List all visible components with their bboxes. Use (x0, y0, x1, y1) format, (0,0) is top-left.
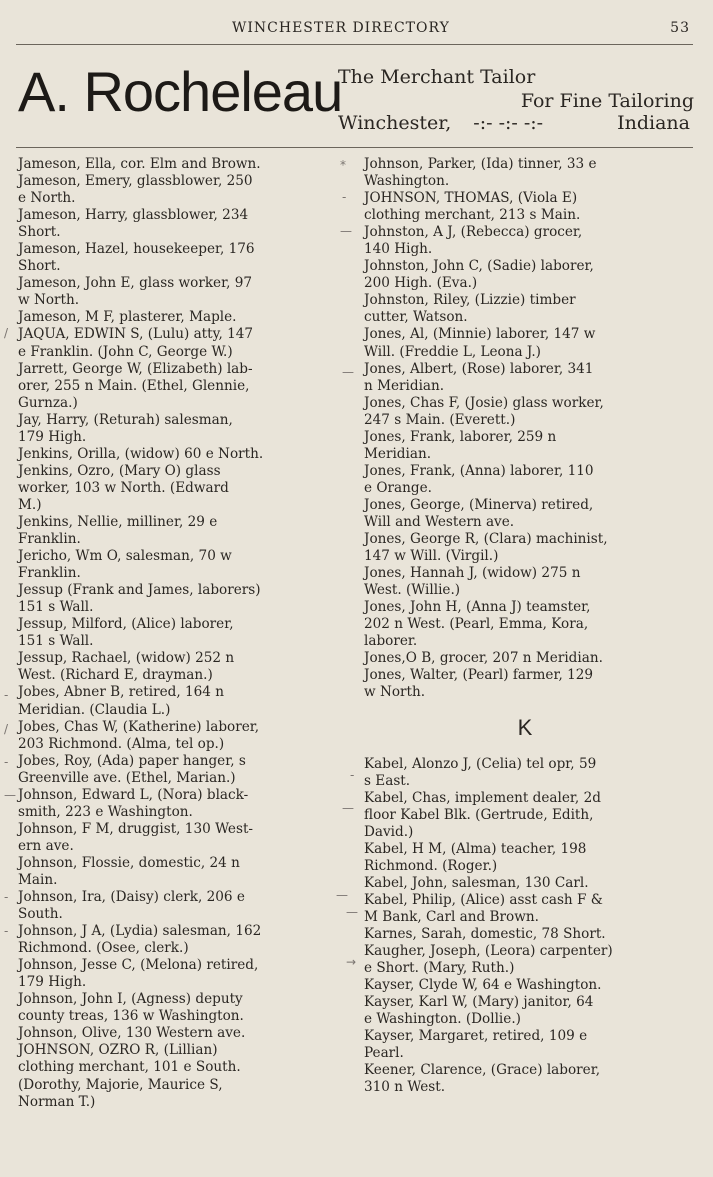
entry-continuation-line: worker, 103 w North. (Edward (18, 479, 229, 496)
directory-entry (18, 548, 340, 582)
directory-entry (18, 582, 340, 616)
directory-entry (364, 361, 686, 395)
pencil-mark: / (4, 326, 9, 340)
directory-entry (364, 599, 686, 650)
entry-continuation-line: cutter, Watson. (364, 309, 468, 326)
directory-entry (364, 650, 686, 667)
entry-name-line: Jessup, Rachael, (widow) 252 n (18, 650, 235, 667)
directory-entry (364, 395, 686, 429)
directory-entry (18, 241, 340, 275)
directory-entry (364, 756, 686, 790)
entry-continuation-line: 202 n West. (Pearl, Emma, Kora, (364, 616, 589, 633)
entry-name-line: Jameson, Emery, glassblower, 250 (18, 173, 253, 190)
directory-entry (364, 977, 686, 994)
directory-entry (364, 463, 686, 497)
entry-name-line: Jones, Walter, (Pearl) farmer, 129 (364, 667, 594, 684)
pencil-mark: - (4, 755, 9, 769)
k-entries (364, 756, 686, 1097)
entry-continuation-line: e Franklin. (John C, George W.) (18, 343, 233, 360)
entry-name-line: Jessup (Frank and James, laborers) (18, 582, 261, 599)
entry-name-line: Jones, Al, (Minnie) laborer, 147 w (364, 326, 596, 343)
entry-name-line: Jobes, Abner B, retired, 164 n (18, 684, 225, 701)
entry-continuation-line: Franklin. (18, 531, 81, 548)
directory-entry (364, 429, 686, 463)
directory-entry (364, 790, 686, 841)
entry-name-line: Jameson, M F, plasterer, Maple. (18, 309, 237, 326)
entry-continuation-line: Greenville ave. (Ethel, Marian.) (18, 769, 236, 786)
entry-continuation-line: 151 s Wall. (18, 599, 94, 616)
ad-location (338, 112, 690, 134)
entry-name-line: Johnson, Flossie, domestic, 24 n (18, 854, 240, 871)
directory-entry (364, 926, 686, 943)
entry-continuation-line: Short. (18, 258, 61, 275)
entry-name-line: JOHNSON, OZRO R, (Lillian) (18, 1042, 218, 1059)
directory-entry (364, 994, 686, 1028)
ad-slogan: For Fine Tailoring (520, 90, 694, 112)
directory-entry (364, 943, 686, 977)
entry-continuation-line: Franklin. (18, 565, 81, 582)
entry-name-line: Kayser, Karl W, (Mary) janitor, 64 (364, 994, 594, 1011)
entry-continuation-line: 310 n West. (364, 1079, 446, 1096)
ad-town: Winchester, (338, 112, 452, 134)
entry-name-line: Kayser, Clyde W, 64 e Washington. (364, 977, 602, 994)
entry-continuation-line: Will. (Freddie L, Leona J.) (364, 343, 541, 360)
entry-continuation-line: ern ave. (18, 837, 74, 854)
directory-entry (364, 1028, 686, 1062)
entry-continuation-line: M Bank, Carl and Brown. (364, 908, 539, 925)
entry-name-line: Johnston, A J, (Rebecca) grocer, (364, 224, 583, 241)
entry-continuation-line: laborer. (364, 633, 418, 650)
pencil-mark: → (346, 955, 357, 969)
directory-entry (18, 616, 340, 650)
directory-entry (18, 309, 340, 326)
left-column (18, 156, 340, 1111)
directory-entry (18, 173, 340, 207)
entry-name-line: Kabel, H M, (Alma) teacher, 198 (364, 840, 587, 857)
entry-name-line: JAQUA, EDWIN S, (Lulu) atty, 147 (18, 326, 254, 343)
pencil-mark: / (4, 722, 9, 736)
pencil-mark: — (340, 224, 352, 238)
entry-name-line: Kabel, John, salesman, 130 Carl. (364, 874, 589, 891)
directory-entry (364, 224, 686, 258)
entry-name-line: Kaugher, Joseph, (Leora) carpenter) (364, 943, 613, 960)
pencil-mark: — (4, 788, 16, 802)
entry-name-line: Jameson, Harry, glassblower, 234 (18, 207, 249, 224)
entry-continuation-line: Will and Western ave. (364, 513, 515, 530)
entry-name-line: Kabel, Philip, (Alice) asst cash F & (364, 891, 603, 908)
ad-state: Indiana (617, 112, 690, 134)
entry-name-line: Keener, Clarence, (Grace) laborer, (364, 1062, 601, 1079)
directory-entry (18, 207, 340, 241)
entry-continuation-line: floor Kabel Blk. (Gertrude, Edith, (364, 806, 594, 823)
directory-entry (364, 667, 686, 701)
pencil-mark: — (346, 905, 358, 919)
j-entries (364, 156, 686, 702)
entry-continuation-line: e Short. (Mary, Ruth.) (364, 960, 515, 977)
entry-name-line: Johnson, F M, druggist, 130 West- (18, 820, 254, 837)
entry-name-line: Johnston, Riley, (Lizzie) timber (364, 292, 576, 309)
entry-continuation-line: w North. (364, 684, 426, 701)
entry-continuation-line: e Washington. (Dollie.) (364, 1011, 521, 1028)
entry-continuation-line: Richmond. (Roger.) (364, 857, 498, 874)
advertisement-rule (16, 147, 693, 148)
entry-name-line: Johnson, Jesse C, (Melona) retired, (18, 957, 259, 974)
directory-entry (364, 292, 686, 326)
tailor-advertisement (16, 48, 694, 144)
entry-continuation-line: 203 Richmond. (Alma, tel op.) (18, 735, 225, 752)
entry-name-line: Jobes, Chas W, (Katherine) laborer, (18, 718, 260, 735)
entry-continuation-line: 147 w Will. (Virgil.) (364, 548, 499, 565)
entry-name-line: Jenkins, Nellie, milliner, 29 e (18, 513, 218, 530)
directory-entry (18, 446, 340, 463)
entry-continuation-line: s East. (364, 772, 411, 789)
directory-entry (364, 497, 686, 531)
directory-entry (18, 991, 340, 1025)
entry-name-line: Jones, Frank, laborer, 259 n (364, 428, 557, 445)
entry-name-line: Jameson, John E, glass worker, 97 (18, 275, 253, 292)
entry-name-line: Jessup, Milford, (Alice) laborer, (18, 616, 234, 633)
directory-entry (18, 412, 340, 446)
directory-entry (18, 787, 340, 821)
entry-name-line: Kayser, Margaret, retired, 109 e (364, 1028, 588, 1045)
entry-continuation-line: 247 s Main. (Everett.) (364, 411, 516, 428)
entry-name-line: Johnson, Ira, (Daisy) clerk, 206 e (18, 889, 245, 906)
entry-name-line: Jameson, Ella, cor. Elm and Brown. (18, 156, 261, 172)
directory-entry (18, 684, 340, 718)
pencil-mark: - (350, 768, 355, 782)
entry-name-line: Kabel, Chas, implement dealer, 2d (364, 789, 601, 806)
entry-name-line: Jenkins, Ozro, (Mary O) glass (18, 462, 221, 479)
header-rule (16, 44, 693, 45)
pencil-mark: — (342, 365, 354, 379)
entry-continuation-line: Meridian. (Claudia L.) (18, 701, 171, 718)
directory-entry (18, 275, 340, 309)
ad-separators: -:- -:- -:- (473, 112, 544, 134)
directory-entry (364, 875, 686, 892)
entry-name-line: Jones, George R, (Clara) machinist, (364, 531, 608, 548)
entry-name-line: Karnes, Sarah, domestic, 78 Short. (364, 925, 606, 942)
entry-continuation-line: Norman T.) (18, 1093, 96, 1110)
entry-name-line: Jobes, Roy, (Ada) paper hanger, s (18, 752, 246, 769)
pencil-mark: - (342, 190, 347, 204)
directory-entry (18, 1025, 340, 1042)
directory-entry (364, 565, 686, 599)
entry-continuation-line: 179 High. (18, 974, 87, 991)
directory-entry (364, 156, 686, 190)
pencil-mark: - (4, 924, 9, 938)
pencil-mark: * (340, 158, 346, 172)
directory-entry (18, 753, 340, 787)
directory-entry (18, 719, 340, 753)
entry-continuation-line: Main. (18, 871, 58, 888)
entry-continuation-line: 151 s Wall. (18, 633, 94, 650)
entry-continuation-line: e North. (18, 190, 76, 207)
entry-continuation-line: clothing merchant, 101 e South. (18, 1059, 241, 1076)
directory-entry (364, 326, 686, 360)
entry-continuation-line: e Orange. (364, 479, 432, 496)
running-head (0, 20, 713, 40)
pencil-mark: — (342, 801, 354, 815)
entry-continuation-line: West. (Willie.) (364, 582, 461, 599)
entry-name-line: Jericho, Wm O, salesman, 70 w (18, 548, 232, 565)
directory-entry (364, 190, 686, 224)
directory-entry (364, 1062, 686, 1096)
directory-entry (364, 892, 686, 926)
directory-entry (364, 841, 686, 875)
directory-entry (18, 821, 340, 855)
pencil-mark: — (336, 888, 348, 902)
entry-name-line: Jenkins, Orilla, (widow) 60 e North. (18, 445, 264, 462)
directory-entry (18, 889, 340, 923)
entry-continuation-line: David.) (364, 823, 414, 840)
entry-name-line: Jay, Harry, (Returah) salesman, (18, 411, 233, 428)
entry-continuation-line: Gurnza.) (18, 394, 78, 411)
entry-name-line: Jones, George, (Minerva) retired, (364, 496, 594, 513)
entry-name-line: Johnson, Olive, 130 Western ave. (18, 1025, 246, 1042)
directory-entry (18, 361, 340, 412)
entry-continuation-line: 140 High. (364, 241, 433, 258)
entry-name-line: Jones, Albert, (Rose) laborer, 341 (364, 360, 594, 377)
page-number: 53 (670, 20, 690, 36)
entry-continuation-line: Washington. (364, 173, 450, 190)
entry-continuation-line: Short. (18, 224, 61, 241)
entry-name-line: JOHNSON, THOMAS, (Viola E) (364, 190, 578, 207)
directory-entry (18, 156, 340, 173)
directory-entry (18, 326, 340, 360)
directory-entry (18, 957, 340, 991)
entry-continuation-line: orer, 255 n Main. (Ethel, Glennie, (18, 377, 250, 394)
entry-continuation-line: clothing merchant, 213 s Main. (364, 207, 581, 224)
section-letter-k: K (517, 714, 533, 740)
entry-continuation-line: (Dorothy, Majorie, Maurice S, (18, 1076, 223, 1093)
entry-continuation-line: Meridian. (364, 445, 432, 462)
entry-continuation-line: 179 High. (18, 428, 87, 445)
directory-entry (18, 514, 340, 548)
entry-name-line: Johnson, Parker, (Ida) tinner, 33 e (364, 156, 597, 172)
ad-tagline: The Merchant Tailor (338, 66, 536, 88)
entry-name-line: Jones,O B, grocer, 207 n Meridian. (364, 650, 603, 667)
entry-continuation-line: w North. (18, 292, 80, 309)
directory-entry (18, 923, 340, 957)
directory-entry (18, 855, 340, 889)
entry-name-line: Jones, Hannah J, (widow) 275 n (364, 565, 581, 582)
pencil-mark: - (4, 688, 9, 702)
directory-entry (364, 258, 686, 292)
entry-name-line: Johnson, John I, (Agness) deputy (18, 991, 243, 1008)
entry-continuation-line: 200 High. (Eva.) (364, 275, 478, 292)
entry-continuation-line: Richmond. (Osee, clerk.) (18, 940, 189, 957)
entry-continuation-line: smith, 223 e Washington. (18, 803, 193, 820)
directory-entry (18, 650, 340, 684)
entry-name-line: Jones, John H, (Anna J) teamster, (364, 599, 591, 616)
entry-continuation-line: county treas, 136 w Washington. (18, 1008, 244, 1025)
entry-name-line: Johnson, Edward L, (Nora) black- (18, 786, 249, 803)
entry-continuation-line: M.) (18, 496, 42, 513)
entry-name-line: Johnson, J A, (Lydia) salesman, 162 (18, 923, 262, 940)
directory-entry (18, 1042, 340, 1110)
pencil-mark: - (4, 890, 9, 904)
running-title: WINCHESTER DIRECTORY (232, 20, 450, 36)
entry-name-line: Jameson, Hazel, housekeeper, 176 (18, 241, 255, 258)
directory-entry (18, 463, 340, 514)
entry-continuation-line: Pearl. (364, 1045, 404, 1062)
entry-name-line: Jarrett, George W, (Elizabeth) lab- (18, 360, 253, 377)
entry-name-line: Jones, Frank, (Anna) laborer, 110 (364, 462, 594, 479)
entry-name-line: Johnston, John C, (Sadie) laborer, (364, 258, 594, 275)
ad-business-name: A. Rocheleau (18, 60, 343, 123)
entry-name-line: Kabel, Alonzo J, (Celia) tel opr, 59 (364, 755, 597, 772)
entry-continuation-line: South. (18, 906, 63, 923)
entry-continuation-line: West. (Richard E, drayman.) (18, 667, 213, 684)
entry-name-line: Jones, Chas F, (Josie) glass worker, (364, 394, 604, 411)
right-column (364, 156, 686, 1096)
directory-entry (364, 531, 686, 565)
entry-continuation-line: n Meridian. (364, 377, 445, 394)
